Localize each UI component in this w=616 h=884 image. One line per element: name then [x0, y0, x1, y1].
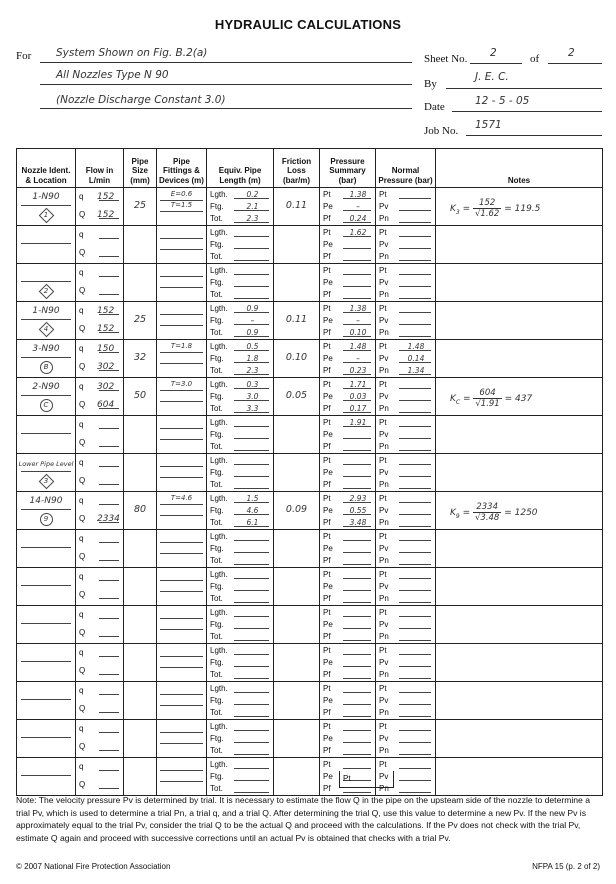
- size-cell: [124, 416, 157, 454]
- notes-cell: [436, 302, 603, 340]
- fitting-1: E=0.6: [160, 189, 203, 201]
- pressure-cell: Pt Pe Pf: [320, 530, 376, 568]
- ftg-value: 2.1: [246, 202, 259, 211]
- table-row: [17, 682, 603, 720]
- fitting-1: T=4.6: [160, 493, 203, 505]
- of-line: [548, 63, 602, 64]
- notes-cell: [436, 226, 603, 264]
- nozzle-cell: [17, 378, 76, 416]
- pf-value: 0.17: [349, 404, 367, 413]
- table-header: [17, 149, 603, 188]
- pipe-size: 25: [133, 200, 147, 211]
- flow-q: 152: [97, 306, 115, 316]
- notes-cell: [436, 530, 603, 568]
- nozzle-id: Lower Pipe Level: [18, 460, 74, 468]
- table-row: [17, 378, 603, 416]
- line2-value: All Nozzles Type N 90: [56, 69, 169, 81]
- length-cell: Lgth. Ftg. Tot.: [207, 682, 274, 720]
- length-cell: Lgth. Ftg. Tot.: [207, 758, 274, 796]
- table-row: [17, 302, 603, 340]
- size-cell: [124, 682, 157, 720]
- flow-cell: q Q: [76, 644, 124, 682]
- table-row: [17, 758, 603, 796]
- job-value: 1571: [475, 119, 502, 131]
- pipe-size: 50: [133, 390, 147, 401]
- job-line: [466, 135, 602, 136]
- size-cell: [124, 302, 157, 340]
- table-row: [17, 264, 603, 302]
- tot-value: 3.3: [246, 404, 259, 413]
- col-friction: Friction Loss (bar/m): [274, 149, 320, 188]
- table-row: [17, 416, 603, 454]
- friction-cell: [274, 530, 320, 568]
- notes-cell: [436, 682, 603, 720]
- pressure-cell: Pt Pe Pf: [320, 644, 376, 682]
- node-ref-diamond: 4: [39, 322, 53, 336]
- fittings-cell: [157, 606, 207, 644]
- length-cell: Lgth. 1.5 Ftg. 4.6 Tot. 6.1: [207, 492, 274, 530]
- nozzle-cell: [17, 530, 76, 568]
- friction-loss: 0.09: [285, 504, 308, 515]
- friction-cell: [274, 568, 320, 606]
- flow-cell: q Q: [76, 606, 124, 644]
- sheet-of: 2: [568, 47, 575, 59]
- pe-value: 0.55: [349, 506, 367, 515]
- nozzle-id: 3-N90: [32, 344, 60, 354]
- notes-cell: [436, 264, 603, 302]
- table-row: [17, 492, 603, 530]
- normal-cell: Pt Pv Pn: [376, 758, 436, 796]
- fittings-cell: [157, 644, 207, 682]
- flow-Q: 604: [97, 400, 115, 410]
- flow-cell: q Q: [76, 530, 124, 568]
- pressure-cell: Pt Pe Pf: [320, 720, 376, 758]
- notes-cell: [436, 416, 603, 454]
- col-length: Equiv. Pipe Length (m): [207, 149, 274, 188]
- fitting-2: [160, 694, 203, 706]
- flow-cell: q Q: [76, 720, 124, 758]
- flow-q: 150: [97, 344, 115, 354]
- flow-cell: q 152 Q 152: [76, 302, 124, 340]
- notes-cell: [436, 340, 603, 378]
- size-cell: [124, 606, 157, 644]
- length-cell: Lgth. 0.3 Ftg. 3.0 Tot. 3.3: [207, 378, 274, 416]
- of-label: of: [530, 53, 540, 65]
- friction-cell: [274, 454, 320, 492]
- pt-value: 2.93: [349, 494, 367, 503]
- nozzle-cell: [17, 758, 76, 796]
- ftg-value: 3.0: [246, 392, 259, 401]
- pressure-cell: Pt Pe Pf: [320, 454, 376, 492]
- normal-cell: Pt Pv Pn: [376, 492, 436, 530]
- nozzle-cell: [17, 188, 76, 226]
- fitting-2: [160, 504, 203, 516]
- friction-cell: [274, 226, 320, 264]
- lgth-value: 0.3: [246, 380, 259, 389]
- pf-value: 3.48: [349, 518, 367, 527]
- table-row: [17, 340, 603, 378]
- table-row: [17, 606, 603, 644]
- friction-cell: [274, 416, 320, 454]
- for-label: For: [16, 50, 32, 62]
- fittings-cell: [157, 302, 207, 340]
- flow-cell: q Q 2334: [76, 492, 124, 530]
- fittings-cell: [157, 758, 207, 796]
- col-nozzle: Nozzle Ident. & Location: [17, 149, 76, 188]
- normal-cell: Pt Pv Pn: [376, 568, 436, 606]
- flow-Q: 2334: [97, 514, 120, 524]
- pressure-cell: Pt 2.93 Pe 0.55 Pf 3.48: [320, 492, 376, 530]
- k-factor-note: $K_C$ = $\frac{604}{√1.91}$ = 437: [450, 388, 533, 409]
- nozzle-cell: [17, 454, 76, 492]
- notes-cell: [436, 378, 603, 416]
- calc-table: [16, 148, 603, 796]
- friction-cell: [274, 492, 320, 530]
- col-pressure: Pressure Summary (bar): [320, 149, 376, 188]
- pe-value: –: [356, 316, 360, 325]
- length-cell: Lgth. Ftg. Tot.: [207, 606, 274, 644]
- friction-loss: 0.11: [285, 314, 308, 325]
- nozzle-cell: [17, 302, 76, 340]
- size-cell: [124, 492, 157, 530]
- flow-cell: q Q: [76, 758, 124, 796]
- node-ref-diamond: 2: [39, 284, 53, 298]
- fitting-2: [160, 314, 203, 326]
- final-pt-label: Pt: [343, 774, 351, 783]
- tot-value: 6.1: [246, 518, 259, 527]
- job-label: Job No.: [424, 125, 459, 137]
- flow-cell: q 150 Q 302: [76, 340, 124, 378]
- normal-cell: Pt Pv Pn: [376, 644, 436, 682]
- node-ref-diamond: 1: [39, 208, 53, 222]
- ftg-value: 1.8: [246, 354, 259, 363]
- normal-cell: Pt Pv Pn: [376, 302, 436, 340]
- length-cell: Lgth. Ftg. Tot.: [207, 416, 274, 454]
- flow-cell: q Q: [76, 416, 124, 454]
- nozzle-cell: [17, 492, 76, 530]
- page-title: HYDRAULIC CALCULATIONS: [214, 17, 402, 32]
- lgth-value: 0.9: [246, 304, 259, 313]
- footnote: Note: The velocity pressure Pv is determined by trial. It is necessary to estimate the flow Q in the pipe on the upsteam side of the nozzle to determine a trial Pv, which is used to determine a trial Pn, a trial q, and a trial Q. After determining the trial Q, use this value to determine a new Pv. If the new Pv is approximately equal to the trial Pv, consider the trial Q to be the actual Q and proceed with the calculations. If the Pv does not check with the trial Pv, estimate Q again and proceed with successive corrections until an actual Pv is obtained that checks with a trial Pv.: [16, 795, 591, 843]
- notes-cell: [436, 188, 603, 226]
- size-cell: [124, 720, 157, 758]
- friction-loss: 0.10: [285, 352, 308, 363]
- fitting-2: [160, 770, 203, 782]
- final-pt-cell: [339, 771, 394, 788]
- friction-loss: 0.05: [285, 390, 308, 401]
- pipe-size: 25: [133, 314, 147, 325]
- pf-value: 0.10: [349, 328, 367, 337]
- size-cell: [124, 226, 157, 264]
- by-value: J. E. C.: [475, 71, 509, 83]
- node-ref-circle: B: [39, 360, 53, 374]
- nn-value: 1.34: [407, 366, 425, 375]
- nv-value: 0.14: [407, 354, 425, 363]
- nozzle-cell: [17, 568, 76, 606]
- length-cell: Lgth. Ftg. Tot.: [207, 720, 274, 758]
- normal-cell: Pt 1.48 Pv 0.14 Pn 1.34: [376, 340, 436, 378]
- flow-cell: q Q: [76, 264, 124, 302]
- normal-cell: Pt Pv Pn: [376, 416, 436, 454]
- k-factor-note: $K_3$ = $\frac{152}{√1.62}$ = 119.5: [450, 198, 541, 219]
- pt-value: 1.62: [349, 228, 367, 237]
- ftg-value: –: [250, 316, 255, 325]
- nozzle-cell: [17, 226, 76, 264]
- table-row: [17, 568, 603, 606]
- friction-cell: [274, 644, 320, 682]
- node-ref-circle: 9: [39, 512, 53, 526]
- flow-cell: q Q: [76, 226, 124, 264]
- fitting-2: [160, 618, 203, 630]
- lgth-value: 0.2: [246, 190, 259, 199]
- notes-cell: [436, 492, 603, 530]
- table-row: [17, 188, 603, 226]
- nt-value: 1.48: [407, 342, 425, 351]
- date-label: Date: [424, 101, 445, 113]
- flow-cell: q 152 Q 152: [76, 188, 124, 226]
- pf-value: 0.24: [349, 214, 367, 223]
- pressure-cell: Pt Pe Pf: [320, 264, 376, 302]
- pf-value: 0.23: [349, 366, 367, 375]
- normal-cell: Pt Pv Pn: [376, 226, 436, 264]
- fittings-cell: [157, 454, 207, 492]
- pressure-cell: Pt 1.91 Pe Pf: [320, 416, 376, 454]
- friction-cell: [274, 720, 320, 758]
- date-line: [452, 111, 602, 112]
- fittings-cell: [157, 568, 207, 606]
- size-cell: [124, 340, 157, 378]
- table-row: [17, 454, 603, 492]
- flow-Q: 152: [97, 324, 115, 334]
- pressure-cell: Pt Pe Pf: [320, 682, 376, 720]
- fitting-2: [160, 580, 203, 592]
- size-cell: [124, 568, 157, 606]
- k-factor-note: $K_9$ = $\frac{2334}{√3.48}$ = 1250: [450, 502, 538, 523]
- friction-cell: [274, 302, 320, 340]
- flow-q: 152: [97, 192, 115, 202]
- size-cell: [124, 378, 157, 416]
- for-line: [40, 62, 412, 63]
- line3-rule: [40, 108, 412, 109]
- fitting-2: [160, 428, 203, 440]
- flow-Q: 152: [97, 210, 115, 220]
- nozzle-cell: [17, 720, 76, 758]
- pressure-cell: Pt 1.48 Pe – Pf 0.23: [320, 340, 376, 378]
- col-normal: Normal Pressure (bar): [376, 149, 436, 188]
- pipe-size: 80: [133, 504, 147, 515]
- fittings-cell: [157, 188, 207, 226]
- node-ref-diamond: 3: [39, 474, 53, 488]
- node-ref-circle: C: [39, 398, 53, 412]
- pressure-cell: Pt Pe Pf: [320, 606, 376, 644]
- fitting-1: T=3.0: [160, 379, 203, 391]
- pt-value: 1.71: [349, 380, 367, 389]
- length-cell: Lgth. Ftg. Tot.: [207, 644, 274, 682]
- page-ref: NFPA 15 (p. 2 of 2): [532, 862, 600, 871]
- tot-value: 2.3: [246, 214, 259, 223]
- pe-value: –: [356, 202, 360, 211]
- pipe-size: 32: [133, 352, 147, 363]
- notes-cell: [436, 644, 603, 682]
- nozzle-cell: [17, 264, 76, 302]
- size-cell: [124, 644, 157, 682]
- nozzle-cell: [17, 340, 76, 378]
- normal-cell: Pt Pv Pn: [376, 454, 436, 492]
- fitting-2: [160, 656, 203, 668]
- flow-q: 302: [97, 382, 115, 392]
- sheet-label: Sheet No.: [424, 53, 468, 65]
- friction-cell: [274, 606, 320, 644]
- sheet-line: [470, 63, 522, 64]
- pressure-cell: Pt Pe Pf: [320, 568, 376, 606]
- table-row: [17, 720, 603, 758]
- fittings-cell: [157, 378, 207, 416]
- fitting-2: [160, 352, 203, 364]
- friction-cell: [274, 378, 320, 416]
- table-row: [17, 644, 603, 682]
- fitting-2: [160, 542, 203, 554]
- fittings-cell: [157, 340, 207, 378]
- length-cell: Lgth. 0.2 Ftg. 2.1 Tot. 2.3: [207, 188, 274, 226]
- fittings-cell: [157, 226, 207, 264]
- nozzle-cell: [17, 606, 76, 644]
- fittings-cell: [157, 416, 207, 454]
- pt-value: 1.48: [349, 342, 367, 351]
- fittings-cell: [157, 720, 207, 758]
- nozzle-id: 1-N90: [32, 306, 60, 316]
- col-flow: Flow in L/min: [76, 149, 124, 188]
- nozzle-cell: [17, 682, 76, 720]
- fitting-2: [160, 276, 203, 288]
- for-value: System Shown on Fig. B.2(a): [56, 47, 208, 59]
- friction-cell: [274, 682, 320, 720]
- friction-loss: 0.11: [285, 200, 308, 211]
- col-notes: Notes: [436, 149, 603, 188]
- flow-cell: q Q: [76, 454, 124, 492]
- length-cell: Lgth. 0.5 Ftg. 1.8 Tot. 2.3: [207, 340, 274, 378]
- fitting-2: [160, 390, 203, 402]
- notes-cell: [436, 720, 603, 758]
- pe-value: 0.03: [349, 392, 367, 401]
- table-row: [17, 226, 603, 264]
- lgth-value: 1.5: [246, 494, 259, 503]
- friction-cell: [274, 340, 320, 378]
- line2-rule: [40, 84, 412, 85]
- fitting-2: [160, 466, 203, 478]
- fitting-2: [160, 732, 203, 744]
- flow-cell: q Q: [76, 568, 124, 606]
- normal-cell: Pt Pv Pn: [376, 606, 436, 644]
- length-cell: Lgth. Ftg. Tot.: [207, 454, 274, 492]
- pressure-cell: Pt 1.71 Pe 0.03 Pf 0.17: [320, 378, 376, 416]
- pt-value: 1.38: [349, 190, 367, 199]
- notes-cell: [436, 606, 603, 644]
- lgth-value: 0.5: [246, 342, 259, 351]
- by-label: By: [424, 78, 437, 90]
- copyright: © 2007 National Fire Protection Association: [16, 862, 171, 871]
- nozzle-id: 2-N90: [32, 382, 60, 392]
- tot-value: 2.3: [246, 366, 259, 375]
- fittings-cell: [157, 264, 207, 302]
- col-fittings: Pipe Fittings & Devices (m): [157, 149, 207, 188]
- fitting-2: T=1.5: [160, 200, 203, 212]
- flow-cell: q 302 Q 604: [76, 378, 124, 416]
- size-cell: [124, 758, 157, 796]
- table-row: [17, 530, 603, 568]
- fitting-1: T=1.8: [160, 341, 203, 353]
- pt-value: 1.38: [349, 304, 367, 313]
- flow-Q: 302: [97, 362, 115, 372]
- pressure-cell: Pt 1.62 Pe Pf: [320, 226, 376, 264]
- length-cell: Lgth. Ftg. Tot.: [207, 226, 274, 264]
- normal-cell: Pt Pv Pn: [376, 264, 436, 302]
- line3-value: (Nozzle Discharge Constant 3.0): [56, 94, 226, 106]
- nozzle-cell: [17, 644, 76, 682]
- notes-cell: [436, 454, 603, 492]
- length-cell: Lgth. Ftg. Tot.: [207, 530, 274, 568]
- fitting-2: [160, 238, 203, 250]
- size-cell: [124, 454, 157, 492]
- nozzle-id: 14-N90: [29, 496, 63, 506]
- normal-cell: Pt Pv Pn: [376, 188, 436, 226]
- normal-cell: Pt Pv Pn: [376, 720, 436, 758]
- length-cell: Lgth. Ftg. Tot.: [207, 264, 274, 302]
- pe-value: –: [356, 354, 360, 363]
- nozzle-cell: [17, 416, 76, 454]
- pt-value: 1.91: [349, 418, 367, 427]
- fittings-cell: [157, 682, 207, 720]
- date-value: 12 - 5 - 05: [475, 95, 530, 107]
- friction-cell: [274, 264, 320, 302]
- normal-cell: Pt Pv Pn: [376, 530, 436, 568]
- normal-cell: Pt Pv Pn: [376, 682, 436, 720]
- friction-cell: [274, 758, 320, 796]
- by-line: [446, 88, 602, 89]
- size-cell: [124, 264, 157, 302]
- pressure-cell: Pt 1.38 Pe – Pf 0.24: [320, 188, 376, 226]
- fittings-cell: [157, 530, 207, 568]
- flow-cell: q Q: [76, 682, 124, 720]
- length-cell: Lgth. 0.9 Ftg. – Tot. 0.9: [207, 302, 274, 340]
- pressure-cell: Pt 1.38 Pe – Pf 0.10: [320, 302, 376, 340]
- fittings-cell: [157, 492, 207, 530]
- tot-value: 0.9: [246, 328, 259, 337]
- size-cell: [124, 530, 157, 568]
- sheet-no: 2: [490, 47, 497, 59]
- normal-cell: Pt Pv Pn: [376, 378, 436, 416]
- notes-cell: [436, 758, 603, 796]
- friction-cell: [274, 188, 320, 226]
- notes-cell: [436, 568, 603, 606]
- ftg-value: 4.6: [246, 506, 259, 515]
- nozzle-id: 1-N90: [32, 192, 60, 202]
- pressure-cell: Pt Pe Pf: [320, 758, 376, 796]
- length-cell: Lgth. Ftg. Tot.: [207, 568, 274, 606]
- size-cell: [124, 188, 157, 226]
- col-size: Pipe Size (mm): [124, 149, 157, 188]
